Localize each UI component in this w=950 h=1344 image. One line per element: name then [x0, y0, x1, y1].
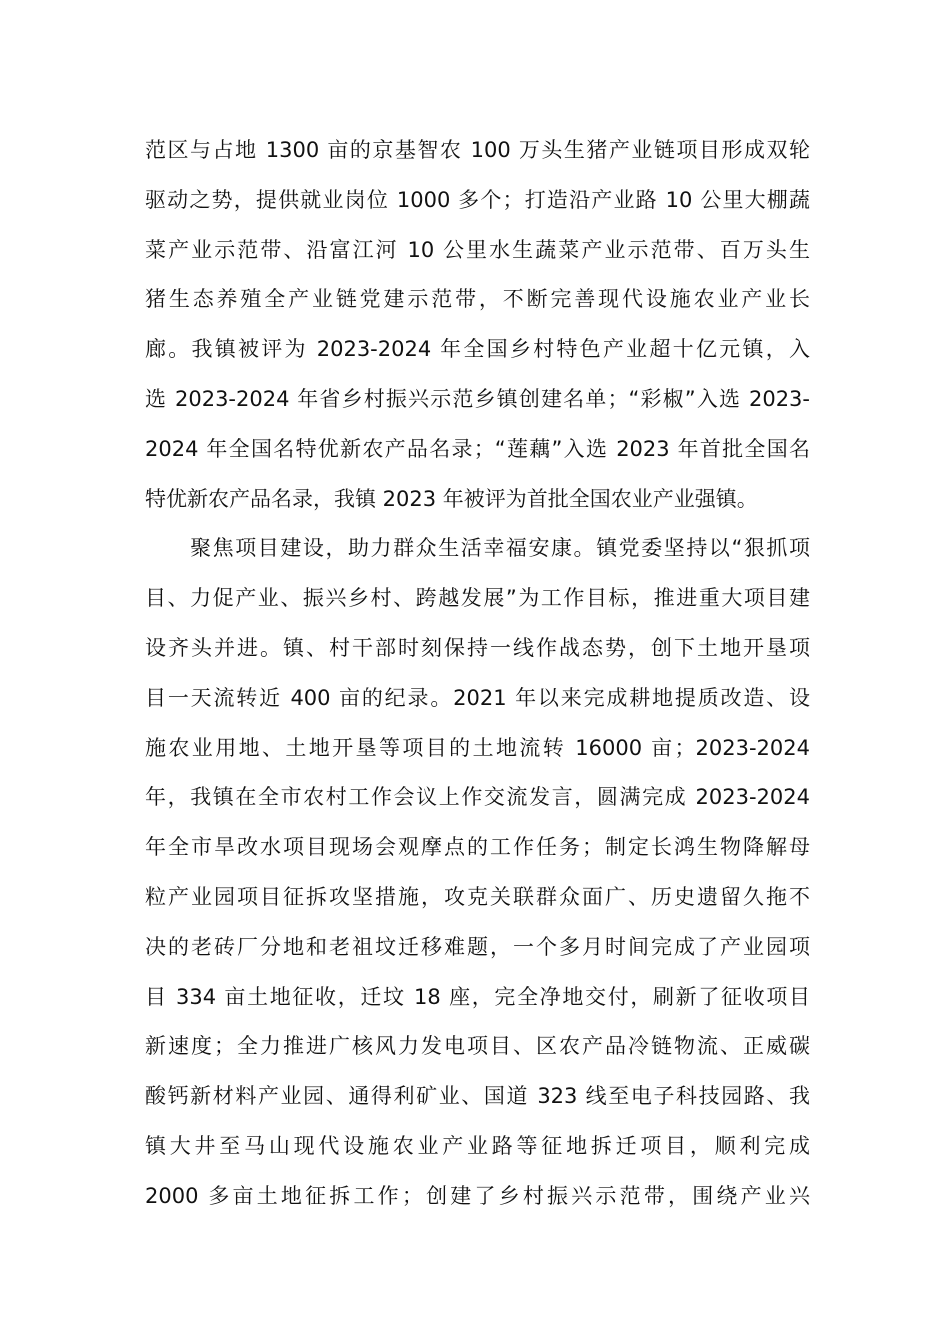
text-line: 酸钙新材料产业园、通得利矿业、国道 323 线至电子科技园路、我: [145, 1084, 810, 1109]
text-line: 目、力促产业、振兴乡村、跨越发展”为工作目标，推进重大项目建: [145, 586, 810, 611]
text-line: 新速度；全力推进广核风力发电项目、区农产品冷链物流、正威碳: [145, 1034, 810, 1059]
paragraph-end-line: 特优新农产品名录，我镇 2023 年被评为首批全国农业产业强镇。: [145, 486, 758, 511]
text-line: 廊。我镇被评为 2023-2024 年全国乡村特色产业超十亿元镇，入: [145, 337, 810, 362]
paragraph-first-line: 聚焦项目建设，助力群众生活幸福安康。镇党委坚持以“狠抓项: [145, 536, 810, 561]
text-line: 决的老砖厂分地和老祖坟迁移难题，一个多月时间完成了产业园项: [145, 934, 810, 959]
body-text: [145, 126, 810, 1222]
text-line: 年全市旱改水项目现场会观摩点的工作任务；制定长鸿生物降解母: [145, 835, 810, 860]
text-line: 2024 年全国名特优新农产品名录；“莲藕”入选 2023 年首批全国名: [145, 436, 810, 461]
text-line: 选 2023-2024 年省乡村振兴示范乡镇创建名单；“彩椒”入选 2023-: [145, 386, 810, 411]
text-line: 菜产业示范带、沿富江河 10 公里水生蔬菜产业示范带、百万头生: [145, 237, 810, 262]
text-line: 目一天流转近 400 亩的纪录。2021 年以来完成耕地提质改造、设: [145, 685, 810, 710]
text-line: 设齐头并进。镇、村干部时刻保持一线作战态势，创下土地开垦项: [145, 635, 810, 660]
text-line: 猪生态养殖全产业链党建示范带，不断完善现代设施农业产业长: [145, 287, 810, 312]
text-line: 驱动之势，提供就业岗位 1000 多个；打造沿产业路 10 公里大棚蔬: [145, 187, 810, 212]
text-line: 镇大井至马山现代设施农业产业路等征地拆迁项目，顺利完成: [145, 1133, 810, 1158]
text-line: 2000 多亩土地征拆工作；创建了乡村振兴示范带，围绕产业兴: [145, 1183, 810, 1208]
text-line: 粒产业园项目征拆攻坚措施，攻克关联群众面广、历史遗留久拖不: [145, 884, 810, 909]
text-line: 施农业用地、土地开垦等项目的土地流转 16000 亩；2023-2024: [145, 735, 810, 760]
text-line: 目 334 亩土地征收，迁坟 18 座，完全净地交付，刷新了征收项目: [145, 984, 810, 1009]
text-line: 范区与占地 1300 亩的京基智农 100 万头生猪产业链项目形成双轮: [145, 138, 810, 162]
text-line: 年，我镇在全市农村工作会议上作交流发言，圆满完成 2023-2024: [145, 785, 810, 810]
